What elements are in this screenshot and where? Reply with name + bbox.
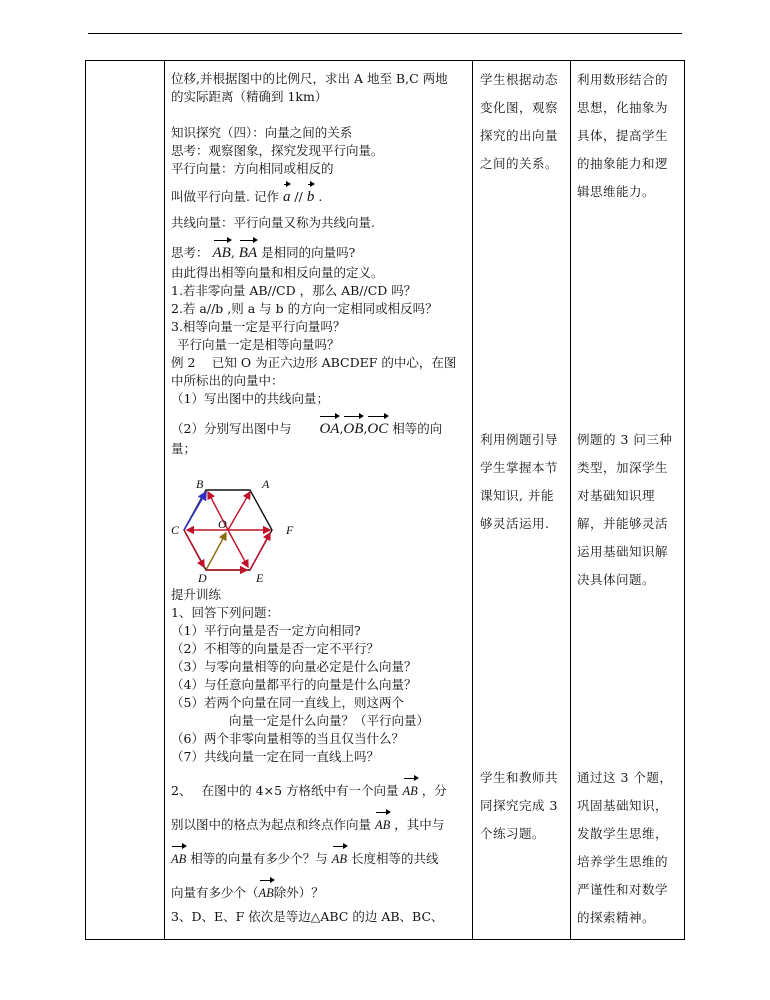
- text-line: 平行向量：方向相同或相反的: [171, 161, 334, 176]
- vector-OA: OA: [319, 418, 339, 440]
- text-line: （6）两个非零向量相等的当且仅当什么？: [171, 731, 404, 746]
- vector-a: a: [283, 186, 291, 208]
- text-line: 共线向量：平行向量又称为共线向量.: [171, 215, 375, 230]
- text-line: 严谨性和对数学: [577, 882, 669, 897]
- label-A: A: [262, 477, 270, 491]
- text-line: 思考： AB, BA 是相同的向量吗?: [171, 242, 471, 264]
- vector-arrow: [228, 492, 250, 530]
- label-D: D: [198, 571, 207, 585]
- header-rule: [88, 33, 682, 34]
- student-activity-2: [480, 426, 572, 538]
- text-line: 叫做平行向量. 记作 a // b .: [171, 186, 471, 208]
- text-line: 向量一定是什么向量？（平行向量）: [229, 713, 430, 728]
- training-content: [171, 586, 471, 926]
- text-line: 由此得出相等向量和相反向量的定义。: [171, 265, 384, 280]
- hexagon-figure: [166, 476, 306, 586]
- vector-OB: OB: [343, 418, 363, 440]
- vector-arrow: [206, 533, 226, 570]
- text-line: 探究的出向量: [480, 128, 559, 143]
- text-line: 够灵活运用.: [480, 516, 550, 531]
- text-line: 同探究完成 3: [480, 798, 558, 813]
- text-line: 量；: [171, 441, 197, 456]
- text-line: 例 2 已知 O 为正六边形 ABCDEF 的中心，在图: [171, 355, 457, 370]
- student-activity-1: [480, 66, 572, 178]
- text-line: 的抽象能力和逻: [577, 156, 669, 171]
- text-line: 思考：观察图象，探究发现平行向量。: [171, 143, 384, 158]
- vector-arrow: [184, 530, 204, 567]
- text-line: 1.若非零向量 AB//CD ，那么 AB//CD 吗？: [171, 283, 417, 298]
- text-line: 向量有多少个（AB除外）？: [171, 882, 471, 904]
- text-line: 思想，化抽象为: [577, 100, 669, 115]
- text-line: 利用数形结合的: [577, 72, 669, 87]
- label-C: C: [171, 523, 180, 537]
- vector-arrow: [228, 530, 248, 567]
- text-line: （2）分别写出图中与 OA,OB,OC 相等的向: [171, 418, 471, 440]
- vector-b: b: [307, 186, 315, 208]
- text-line: （3）与零向量相等的向量必定是什么向量？: [171, 659, 417, 674]
- section-heading: 知识探究（四）：向量之间的关系: [171, 125, 353, 140]
- text-line: 发散学生思维，: [577, 826, 669, 841]
- text-line: 利用例题引导: [480, 432, 559, 447]
- vector-AB: AB: [213, 242, 231, 264]
- text-line: 运用基础知识解: [577, 544, 669, 559]
- text-line: 学生掌握本节: [480, 460, 559, 475]
- text-line: 中所标出的向量中：: [171, 373, 284, 388]
- text-line: （2）不相等的向量是否一定不平行？: [171, 641, 379, 656]
- text-line: （4）与任意向量都平行的向量是什么向量？: [171, 677, 417, 692]
- text-line: （7）共线向量一定在同一直线上吗？: [171, 749, 379, 764]
- text-line: 2、 在图中的 4×5 方格纸中有一个向量 AB ，分: [171, 780, 471, 802]
- label-E: E: [256, 571, 264, 585]
- vector-BA: BA: [239, 242, 257, 264]
- text-line: 对基础知识理: [577, 488, 656, 503]
- text-line: 巩固基础知识，: [577, 798, 669, 813]
- label-B: B: [196, 477, 204, 491]
- text-line: 位移,并根据图中的比例尺，求出 A 地至 B,C 两地: [171, 71, 448, 86]
- text-line: （1）平行向量是否一定方向相同?: [171, 623, 361, 638]
- design-purpose-3: [577, 764, 681, 932]
- text-line: 辑思维能力。: [577, 184, 656, 199]
- text-line: 2.若 a//b ,则 a 与 b 的方向一定相同或相反吗？: [171, 301, 438, 316]
- text-line: AB 相等的向量有多少个？与 AB 长度相等的共线: [171, 848, 471, 870]
- label-F: F: [286, 523, 294, 537]
- vector-arrow: [250, 533, 270, 570]
- vector-AB: AB: [332, 848, 347, 870]
- label-O: O: [218, 517, 227, 531]
- text-line: 课知识, 并能: [480, 488, 554, 503]
- student-activity-3: [480, 764, 572, 848]
- text-line: （5）若两个向量在同一直线上，则这两个: [171, 695, 404, 710]
- text-line: 解，并能够灵活: [577, 516, 669, 531]
- vector-AB: AB: [403, 780, 418, 802]
- text-line: （1）写出图中的共线向量；: [171, 391, 329, 406]
- design-purpose-1: [577, 66, 681, 206]
- text-line: 变化图，观察: [480, 100, 559, 115]
- text-line: 具体，提高学生: [577, 128, 669, 143]
- text-line: 决具体问题。: [577, 572, 656, 587]
- text-line: 的实际距离（精确到 1km）: [171, 89, 328, 104]
- vector-arrow: [184, 492, 206, 530]
- vector-AB: AB: [375, 814, 390, 836]
- text-line: 个练习题。: [480, 826, 546, 841]
- text-line: 类型，加深学生: [577, 460, 669, 475]
- teaching-content: [171, 70, 471, 458]
- text-line: 3.相等向量一定是平行向量吗？: [171, 319, 346, 334]
- column-divider: [164, 61, 165, 939]
- text-line: 通过这 3 个题，: [577, 770, 673, 785]
- text-line: 学生和教师共: [480, 770, 559, 785]
- column-divider: [472, 61, 473, 939]
- text-line: 的探索精神。: [577, 910, 656, 925]
- text-line: 学生根据动态: [480, 72, 559, 87]
- text-line: 平行向量一定是相等向量吗？: [177, 337, 340, 352]
- vector-AB: AB: [171, 848, 186, 870]
- text-line: 别以图中的格点为起点和终点作向量 AB ，其中与: [171, 814, 471, 836]
- design-purpose-2: [577, 426, 681, 594]
- text-line: 例题的 3 问三种: [577, 432, 673, 447]
- text-line: 之间的关系。: [480, 156, 559, 171]
- vector-AB: AB: [259, 882, 274, 904]
- text-line: 培养学生思维的: [577, 854, 669, 869]
- text-line: 3、D、E、F 依次是等边△ABC 的边 AB、BC、: [171, 909, 444, 924]
- section-heading: 提升训练: [171, 587, 222, 602]
- text-line: 1、回答下列问题：: [171, 605, 279, 620]
- vector-OC: OC: [367, 418, 388, 440]
